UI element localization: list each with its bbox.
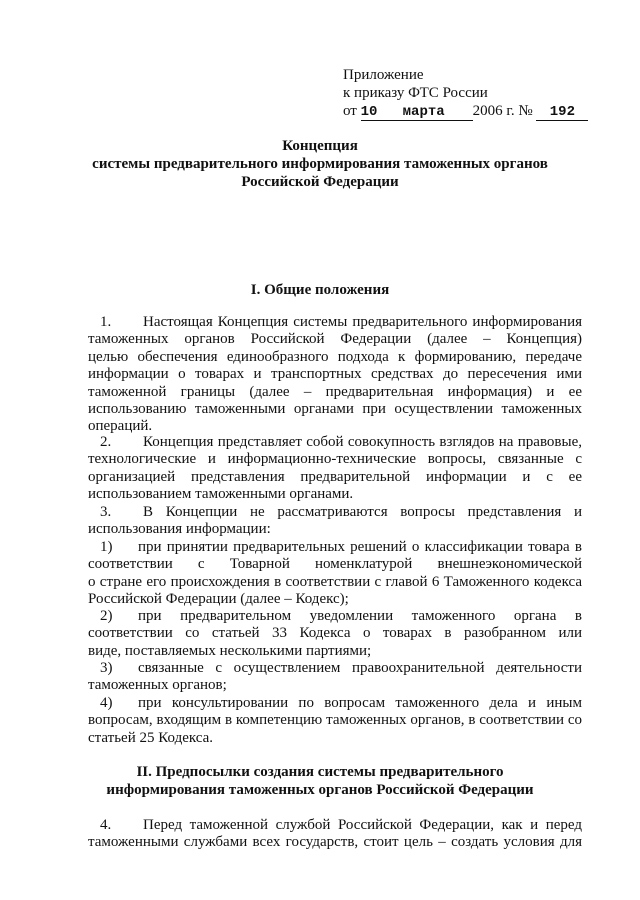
date-day: 10 bbox=[360, 104, 378, 120]
paragraph-number: 1. bbox=[100, 314, 112, 330]
date-month: марта bbox=[402, 104, 445, 120]
paragraph-line: соответствии со статьей 33 Кодекса о товарах в разобранном или bbox=[88, 625, 582, 642]
paragraph-line: В Концепции не рассматриваются вопросы представления и bbox=[143, 504, 582, 520]
annex-order-ref: к приказу ФТС России bbox=[343, 85, 488, 101]
paragraph bbox=[88, 660, 582, 695]
paragraph-first-line bbox=[88, 695, 582, 712]
paragraph-first-line bbox=[88, 434, 582, 451]
paragraph bbox=[88, 817, 582, 852]
paragraph-line: о стране его происхождения в соответствии с главой 6 Таможенного кодекса bbox=[88, 573, 582, 590]
paragraph-line: статьей 25 Кодекса. bbox=[88, 729, 214, 746]
paragraph-line: технологические и информационно-технические вопросы, связанные с bbox=[88, 451, 582, 468]
paragraph-line: таможенной границы (далее – предварительная информация) и ее bbox=[88, 383, 582, 400]
document-title bbox=[60, 137, 580, 191]
paragraph-first-line bbox=[88, 608, 582, 625]
paragraph-first-line bbox=[88, 660, 582, 677]
heading-line: информирования таможенных органов Российской Федерации bbox=[106, 782, 534, 798]
date-year: 2006 bbox=[472, 103, 503, 119]
paragraph-line: при предварительном уведомлении таможенного органа в bbox=[138, 608, 582, 624]
paragraph bbox=[88, 314, 582, 436]
paragraph-line: операций. bbox=[88, 418, 153, 435]
from-label: от bbox=[343, 103, 357, 119]
number-label: г. № bbox=[506, 103, 533, 119]
paragraph-line: организацией представления предварительной информации и с ее bbox=[88, 468, 582, 485]
paragraph-number: 2. bbox=[100, 434, 112, 450]
order-number: 192 bbox=[536, 105, 588, 121]
section2-heading bbox=[60, 763, 580, 799]
paragraph bbox=[88, 695, 582, 747]
paragraph-first-line bbox=[88, 817, 582, 834]
paragraph-line: целью обеспечения единообразного подхода к формированию, передаче bbox=[88, 348, 582, 365]
paragraph bbox=[88, 539, 582, 609]
paragraph-line: Перед таможенной службой Российской Федерации, как и перед bbox=[143, 817, 582, 833]
paragraph-number: 4. bbox=[100, 817, 112, 833]
title-line: Концепция bbox=[282, 138, 358, 154]
paragraph-first-line bbox=[88, 504, 582, 521]
paragraph-number: 3) bbox=[100, 660, 113, 676]
paragraph-line: при принятии предварительных решений о классификации товара в bbox=[138, 539, 582, 555]
date-day-month bbox=[361, 105, 473, 121]
annex-date-line bbox=[343, 102, 588, 121]
title-line: Российской Федерации bbox=[241, 174, 399, 190]
paragraph-line: вопросам, входящим в компетенцию таможенных органов, в соответствии со bbox=[88, 712, 582, 729]
paragraph-line: использования информации: bbox=[88, 521, 271, 538]
paragraph-line: использованию таможенными органами при осуществлении таможенных bbox=[88, 400, 582, 417]
title-line: системы предварительного информирования таможенных органов bbox=[92, 156, 548, 172]
paragraph-line: Концепция представляет собой совокупность взглядов на правовые, bbox=[143, 434, 582, 450]
paragraph-number: 4) bbox=[100, 695, 113, 711]
paragraph-line: использованием таможенными органами. bbox=[88, 486, 354, 503]
paragraph-line: Российской Федерации (далее – Кодекс); bbox=[88, 591, 349, 608]
paragraph-line: Настоящая Концепция системы предварительного информирования bbox=[143, 314, 582, 330]
annex-header bbox=[343, 66, 588, 121]
paragraph-line: информации о товарах и транспортных средствах до пересечения ими bbox=[88, 366, 582, 383]
section1-heading: I. Общие положения bbox=[250, 282, 390, 298]
annex-label: Приложение bbox=[343, 67, 424, 83]
paragraph-number: 2) bbox=[100, 608, 113, 624]
paragraph-number: 1) bbox=[100, 539, 113, 555]
paragraph-first-line bbox=[88, 314, 582, 331]
paragraph-line: виде, поставляемых несколькими партиями; bbox=[88, 642, 372, 659]
paragraph-number: 3. bbox=[100, 504, 112, 520]
paragraph-line: таможенными службами всех государств, стоит цель – создать условия для bbox=[88, 834, 582, 851]
paragraph-line: связанные с осуществлением правоохранительной деятельности bbox=[138, 660, 582, 676]
paragraph-line: при консультировании по вопросам таможенного дела и иным bbox=[138, 695, 582, 711]
paragraph bbox=[88, 434, 582, 504]
heading-line: II. Предпосылки создания системы предварительного bbox=[136, 764, 504, 780]
paragraph-line: таможенных органов; bbox=[88, 677, 227, 694]
paragraph bbox=[88, 504, 582, 539]
paragraph-line: соответствии с Товарной номенклатурой внешнеэкономической bbox=[88, 556, 582, 573]
paragraph-first-line bbox=[88, 539, 582, 556]
paragraph-line: таможенных органов Российской Федерации (далее – Концепция) bbox=[88, 331, 582, 348]
paragraph bbox=[88, 608, 582, 660]
